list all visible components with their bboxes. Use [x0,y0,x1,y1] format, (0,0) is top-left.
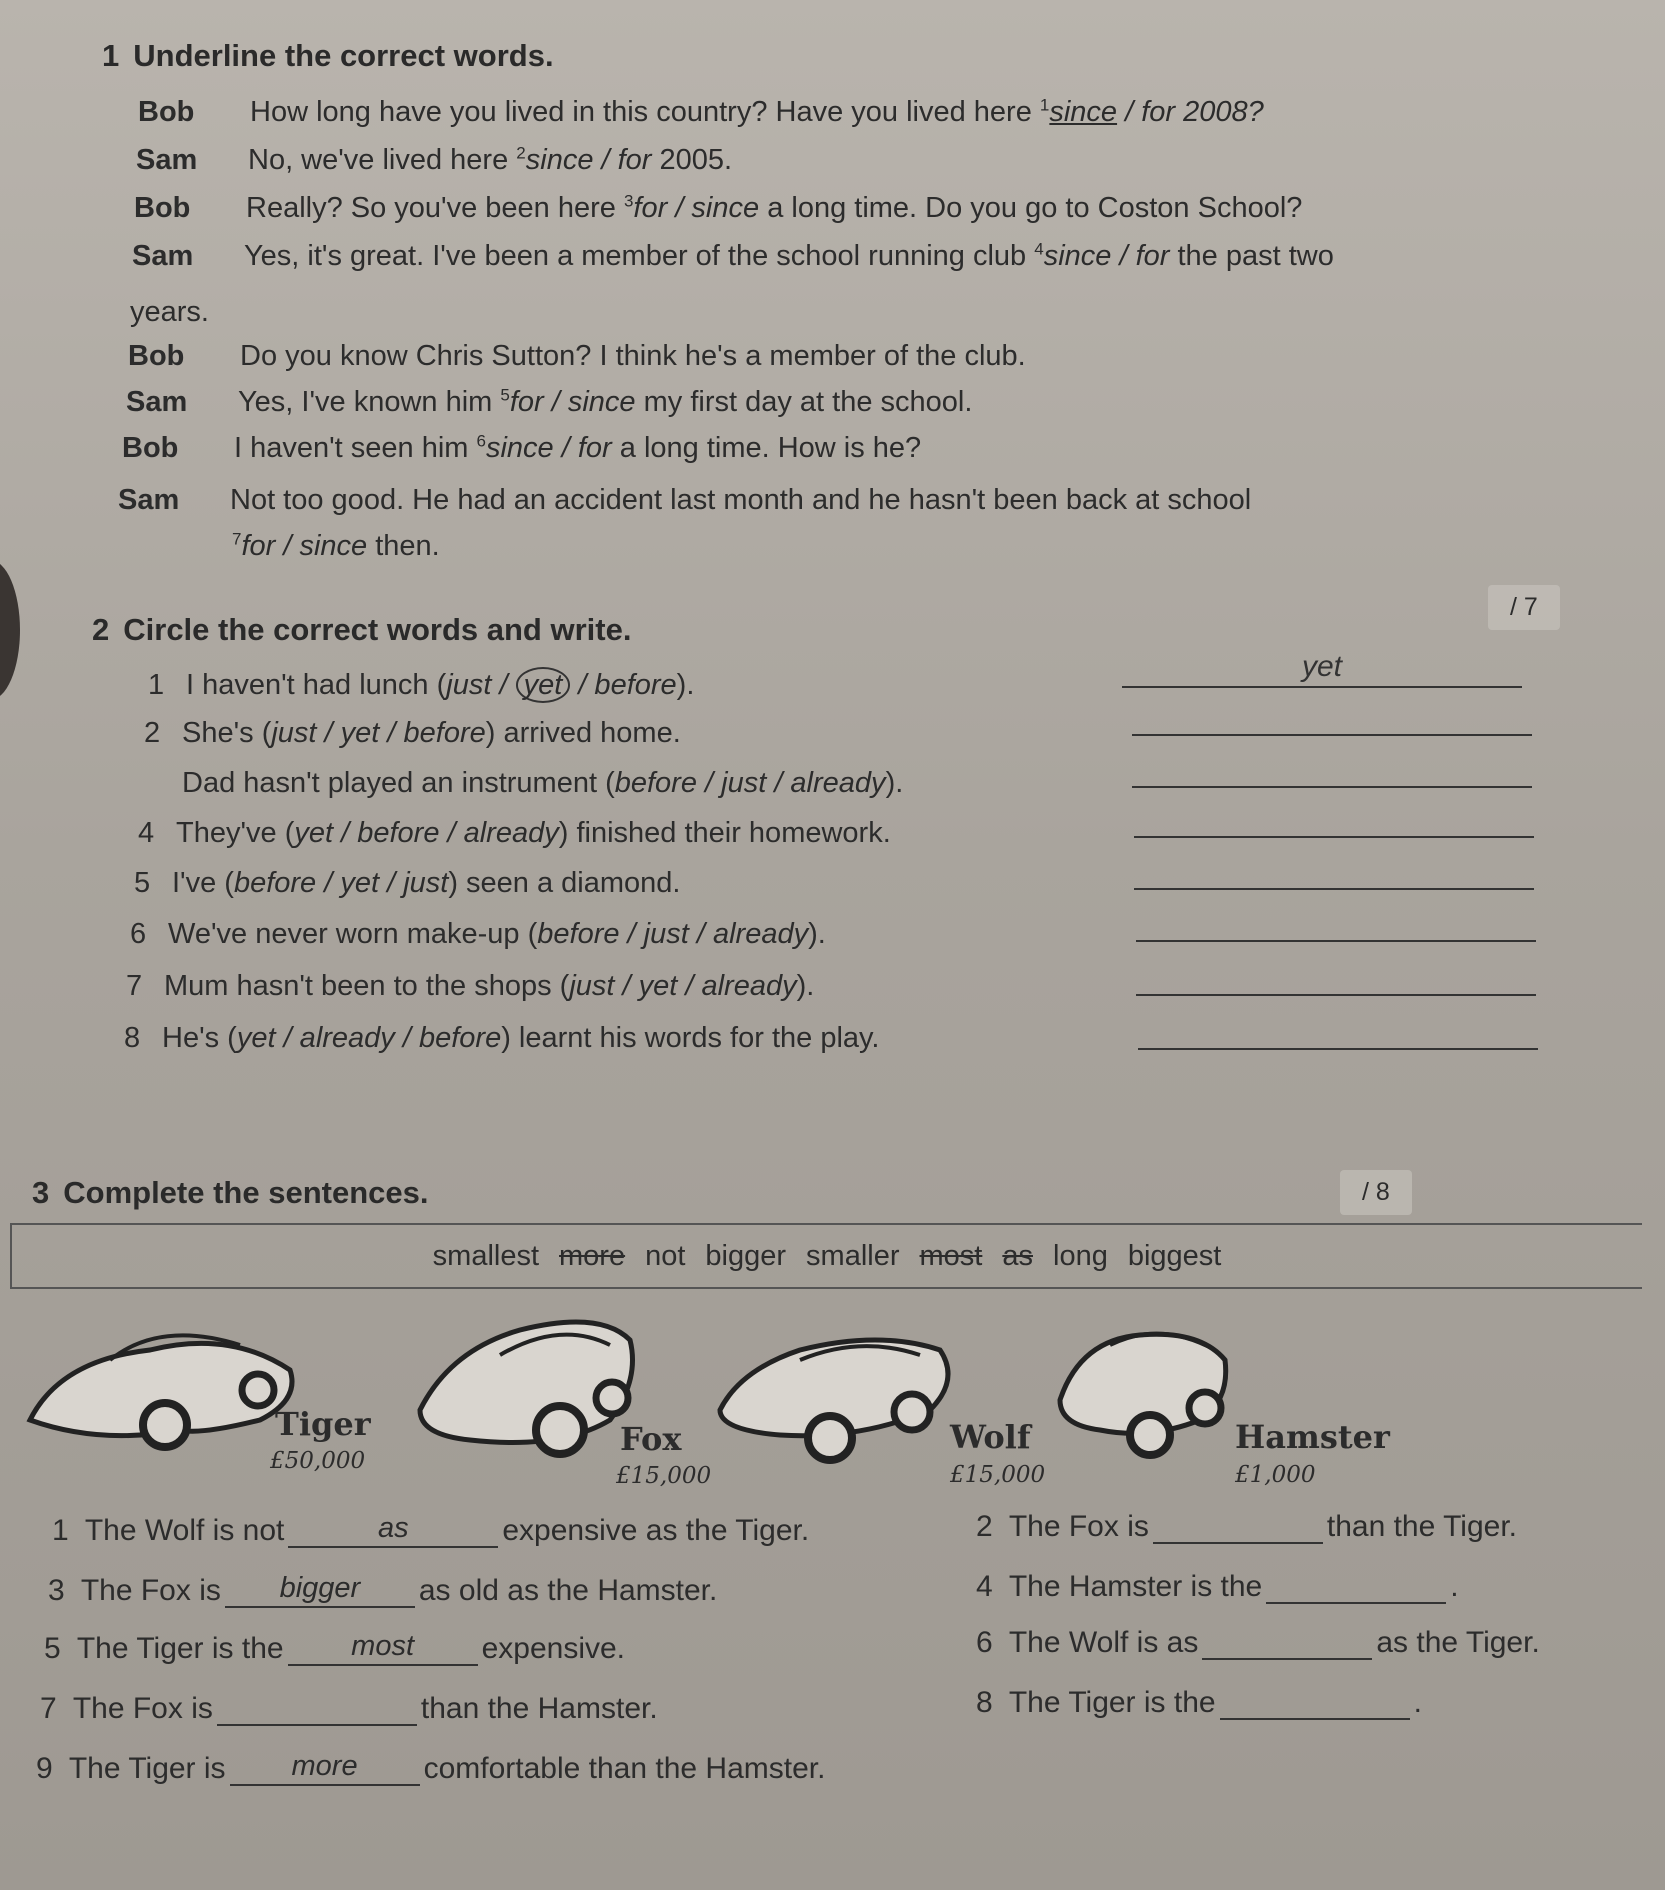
ex2-row-7: 7 Mum hasn't been to the shops (just / yet / already). [126,970,815,1002]
car-illustrations [0,1300,1665,1500]
ex2-answer-4[interactable] [1134,800,1534,838]
blank-6[interactable] [1202,1624,1372,1660]
thumb-shadow [0,560,20,700]
ex1-line-1: Bob How long have you lived in this country? Have you lived here $^1$since / for 2008? [138,95,1264,128]
car-fox-drawing [420,1322,633,1454]
circled-answer[interactable]: yet [516,667,571,703]
blank-2[interactable] [1153,1508,1323,1544]
word-bigger: bigger [705,1240,787,1272]
ex2-answer-3[interactable] [1132,750,1532,788]
car-name-hamster: Hamster [1235,1418,1390,1456]
blank-5[interactable]: most [288,1630,478,1666]
word-biggest: biggest [1127,1240,1222,1272]
blank-1[interactable]: as [288,1512,498,1548]
word-smallest: smallest [432,1240,540,1272]
ex1-line-8: Bob I haven't seen him $^6$since / for a long time. How is he? [122,431,922,464]
ex3-title: 3 Complete the sentences. [32,1175,429,1210]
ex2-row-3: Dad hasn't played an instrument (before / just / already). [182,767,904,799]
ex2-title: 2 Circle the correct words and write. [92,612,632,647]
car-wolf-drawing [720,1340,948,1460]
car-price-hamster: £1,000 [1235,1462,1316,1488]
car-price-tiger: £50,000 [270,1448,366,1474]
word-as-crossed: as [1002,1240,1033,1272]
car-price-wolf: £15,000 [950,1462,1046,1488]
car-name-fox: Fox [620,1420,682,1458]
blank-3[interactable]: bigger [225,1572,415,1608]
ex2-answer-2[interactable] [1132,698,1532,736]
ex1-line-7: Sam Yes, I've known him $^5$for / since my first day at the school. [126,385,973,418]
car-hamster-drawing [1060,1334,1226,1455]
ex2-row-6: 6 We've never worn make-up (before / just / already). [130,918,826,950]
ex2-row-4: 4 They've (yet / before / already) finished their homework. [138,817,891,849]
car-price-fox: £15,000 [616,1463,712,1489]
blank-8[interactable] [1220,1684,1410,1720]
sentence-4: 4 The Hamster is the . [976,1570,1459,1603]
word-smaller: smaller [806,1240,900,1272]
word-box [10,1223,1642,1289]
word-not: not [645,1240,686,1272]
word-most-crossed: most [919,1240,983,1272]
sentence-2: 2 The Fox is than the Tiger. [976,1510,1518,1543]
cars-svg [0,1300,1665,1500]
sentence-8: 8 The Tiger is the . [976,1686,1422,1719]
sentence-6: 6 The Wolf is as as the Tiger. [976,1626,1540,1659]
car-name-wolf: Wolf [950,1418,1031,1456]
ex2-row-5: 5 I've (before / yet / just) seen a diamond. [134,867,681,899]
ex1-line-4: Sam Yes, it's great. I've been a member of the school running club $^4$since / for the past two [132,239,1334,272]
ex2-answer-7[interactable] [1136,958,1536,996]
ex1-line-10: $^7$for / since then. [232,529,440,562]
ex1-line-6: Bob Do you know Chris Sutton? I think he's a member of the club. [128,340,1026,372]
word-long: long [1053,1240,1108,1272]
ex1-line-3: Bob Really? So you've been here $^3$for / since a long time. Do you go to Coston School? [134,191,1303,224]
word-more-crossed: more [559,1240,626,1272]
blank-4[interactable] [1266,1568,1446,1604]
sentence-1: 1 The Wolf is not as expensive as the Tiger. [52,1512,810,1547]
answer-since-underlined[interactable]: since [1049,96,1118,128]
ex2-answer-6[interactable] [1136,904,1536,942]
sentence-5: 5 The Tiger is the most expensive. [44,1630,626,1665]
car-tiger-drawing [30,1335,292,1447]
ex1-line-2: Sam No, we've lived here $^2$since / for 2005. [136,143,733,176]
blank-7[interactable] [217,1690,417,1726]
ex1-line-5: years. [130,296,209,328]
ex2-answer-5[interactable] [1134,852,1534,890]
ex2-row-8: 8 He's (yet / already / before) learnt his words for the play. [124,1022,880,1054]
ex2-answer-1[interactable]: yet [1122,650,1522,688]
ex1-line-9: Sam Not too good. He had an accident last month and he hasn't been back at school [118,484,1252,516]
sentence-9: 9 The Tiger is more comfortable than the Hamster. [36,1750,826,1785]
ex2-row-2: 2 She's (just / yet / before) arrived home. [144,717,681,749]
ex2-answer-8[interactable] [1138,1012,1538,1050]
ex1-title: 1 Underline the correct words. [102,38,554,73]
ex2-row-1: 1 I haven't had lunch (just / yet / before). [148,669,695,701]
sentence-3: 3 The Fox is bigger as old as the Hamster. [48,1572,718,1607]
blank-9[interactable]: more [230,1750,420,1786]
ex1-score: / 7 [1488,585,1560,630]
car-name-tiger: Tiger [275,1405,371,1443]
ex3-score: / 8 [1340,1170,1412,1215]
sentence-7: 7 The Fox is than the Hamster. [40,1692,658,1725]
